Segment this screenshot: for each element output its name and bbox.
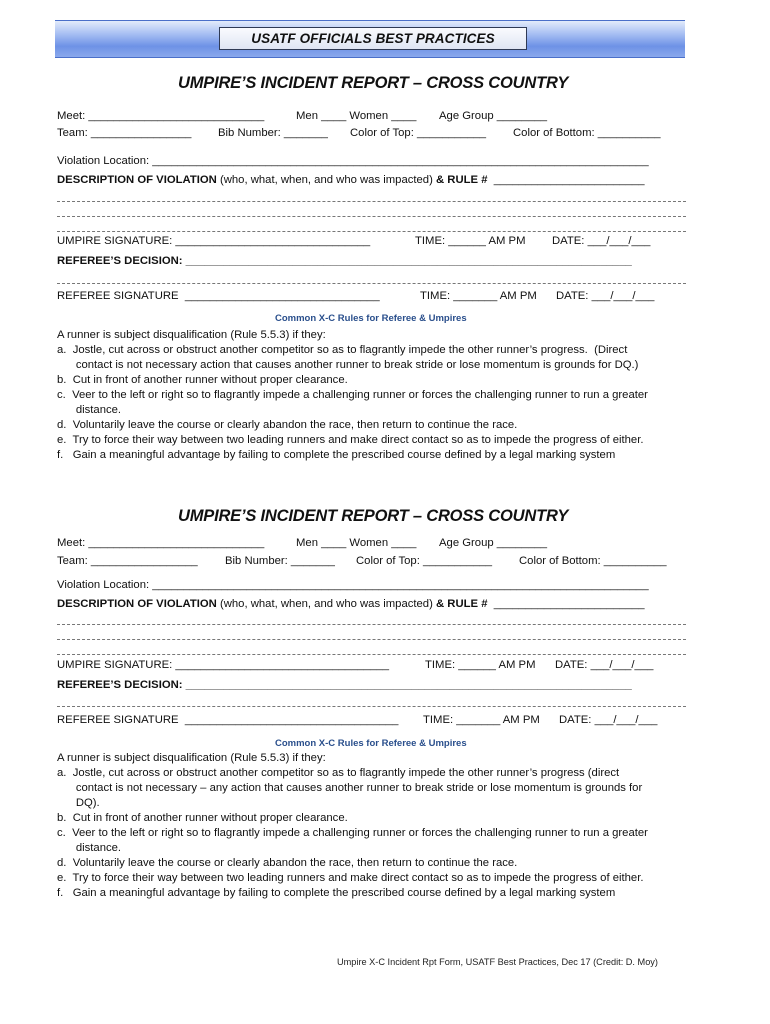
rule-item: a. Jostle, cut across or obstruct another competitor so as to flagrantly impede the other runner’s progress. (Direct bbox=[57, 344, 628, 356]
form-title: UMPIRE’S INCIDENT REPORT – CROSS COUNTRY bbox=[178, 507, 569, 525]
rule-label: & RULE # bbox=[436, 174, 488, 186]
description-hint: (who, what, when, and who was impacted) bbox=[216, 174, 436, 186]
rule-item: b. Cut in front of another runner without proper clearance. bbox=[57, 374, 348, 386]
rule-item: d. Voluntarily leave the course or clearly abandon the race, then return to continue the race. bbox=[57, 419, 518, 431]
rule-item: contact is not necessary action that causes another runner to break stride or lose momentum is grounds for DQ.) bbox=[57, 359, 639, 371]
referee-signature-field[interactable]: REFEREE SIGNATURE _______________________________ bbox=[57, 290, 380, 302]
bib-number-field[interactable]: Bib Number: _______ bbox=[225, 555, 335, 567]
color-top-field[interactable]: Color of Top: ___________ bbox=[356, 555, 493, 567]
rule-item: distance. bbox=[57, 842, 122, 854]
rule-item: f. Gain a meaningful advantage by failing to complete the prescribed course defined by a legal marking system bbox=[57, 449, 616, 461]
description-writing-line[interactable] bbox=[57, 231, 686, 232]
umpire-signature-field[interactable]: UMPIRE SIGNATURE: __________________________________ bbox=[57, 659, 390, 671]
rule-item: f. Gain a meaningful advantage by failing to complete the prescribed course defined by a legal marking system bbox=[57, 887, 616, 899]
rules-title: Common X-C Rules for Referee & Umpires bbox=[275, 738, 467, 749]
rule-item: b. Cut in front of another runner without proper clearance. bbox=[57, 812, 348, 824]
umpire-date-field[interactable]: DATE: ___/___/___ bbox=[555, 659, 654, 671]
description-label: DESCRIPTION OF VIOLATION bbox=[57, 598, 217, 610]
violation-location-field[interactable]: Violation Location: _______________________________________________________________________________ bbox=[57, 155, 649, 167]
referee-date-field[interactable]: DATE: ___/___/___ bbox=[559, 714, 658, 726]
rules-intro: A runner is subject disqualification (Rule 5.5.3) if they: bbox=[57, 329, 326, 341]
description-line bbox=[57, 598, 645, 610]
rule-item: e. Try to force their way between two leading runners and make direct contact so as to impede the progress of either. bbox=[57, 434, 644, 446]
umpire-time-field[interactable]: TIME: ______ AM PM bbox=[415, 235, 526, 247]
color-bottom-field[interactable]: Color of Bottom: __________ bbox=[513, 127, 661, 139]
team-field[interactable]: Team: ________________ bbox=[57, 127, 192, 139]
umpire-date-field[interactable]: DATE: ___/___/___ bbox=[552, 235, 651, 247]
rule-item: DQ). bbox=[57, 797, 100, 809]
color-top-field[interactable]: Color of Top: ___________ bbox=[350, 127, 487, 139]
violation-location-field[interactable]: Violation Location: _______________________________________________________________________________ bbox=[57, 579, 649, 591]
rule-item: d. Voluntarily leave the course or clearly abandon the race, then return to continue the race. bbox=[57, 857, 518, 869]
referee-decision-field[interactable]: REFEREE’S DECISION: _______________________________________________________________________ bbox=[57, 679, 632, 691]
rules-intro: A runner is subject disqualification (Rule 5.5.3) if they: bbox=[57, 752, 326, 764]
rule-item: c. Veer to the left or right so to flagrantly impede a challenging runner or forces the challenging runner to run a greater bbox=[57, 827, 648, 839]
men-women-field[interactable]: Men ____ Women ____ bbox=[296, 110, 417, 122]
referee-time-field[interactable]: TIME: _______ AM PM bbox=[423, 714, 540, 726]
rules-title: Common X-C Rules for Referee & Umpires bbox=[275, 313, 467, 324]
referee-date-field[interactable]: DATE: ___/___/___ bbox=[556, 290, 655, 302]
rule-label: & RULE # bbox=[436, 598, 488, 610]
description-writing-line[interactable] bbox=[57, 216, 686, 217]
referee-decision-writing-line[interactable] bbox=[57, 706, 686, 707]
umpire-signature-field[interactable]: UMPIRE SIGNATURE: _______________________________ bbox=[57, 235, 371, 247]
form-title: UMPIRE’S INCIDENT REPORT – CROSS COUNTRY bbox=[178, 74, 569, 92]
page-footer: Umpire X-C Incident Rpt Form, USATF Best Practices, Dec 17 (Credit: D. Moy) bbox=[337, 957, 658, 967]
referee-signature-field[interactable]: REFEREE SIGNATURE __________________________________ bbox=[57, 714, 399, 726]
rule-item: a. Jostle, cut across or obstruct another competitor so as to flagrantly impede the other runner’s progress (direct bbox=[57, 767, 620, 779]
referee-time-field[interactable]: TIME: _______ AM PM bbox=[420, 290, 537, 302]
men-women-field[interactable]: Men ____ Women ____ bbox=[296, 537, 417, 549]
age-group-field[interactable]: Age Group ________ bbox=[439, 110, 548, 122]
description-label: DESCRIPTION OF VIOLATION bbox=[57, 174, 217, 186]
description-writing-line[interactable] bbox=[57, 639, 686, 640]
description-writing-line[interactable] bbox=[57, 201, 686, 202]
umpire-time-field[interactable]: TIME: ______ AM PM bbox=[425, 659, 536, 671]
rule-number-field[interactable]: ________________________ bbox=[487, 174, 645, 186]
referee-decision-writing-line[interactable] bbox=[57, 283, 686, 284]
description-writing-line[interactable] bbox=[57, 654, 686, 655]
header-title: USATF OFFICIALS BEST PRACTICES bbox=[219, 27, 527, 50]
meet-field[interactable]: Meet: ____________________________ bbox=[57, 110, 265, 122]
referee-decision-field[interactable]: REFEREE’S DECISION: _______________________________________________________________________ bbox=[57, 255, 632, 267]
description-writing-line[interactable] bbox=[57, 624, 686, 625]
age-group-field[interactable]: Age Group ________ bbox=[439, 537, 548, 549]
color-bottom-field[interactable]: Color of Bottom: __________ bbox=[519, 555, 667, 567]
rule-item: c. Veer to the left or right so to flagrantly impede a challenging runner or forces the challenging runner to run a greater bbox=[57, 389, 648, 401]
rule-item: distance. bbox=[57, 404, 122, 416]
description-hint: (who, what, when, and who was impacted) bbox=[216, 598, 436, 610]
bib-number-field[interactable]: Bib Number: _______ bbox=[218, 127, 328, 139]
description-line bbox=[57, 174, 645, 186]
rule-number-field[interactable]: ________________________ bbox=[487, 598, 645, 610]
team-field[interactable]: Team: _________________ bbox=[57, 555, 198, 567]
rule-item: e. Try to force their way between two leading runners and make direct contact so as to impede the progress of either. bbox=[57, 872, 644, 884]
rule-item: contact is not necessary – any action that causes another runner to break stride or lose momentum is grounds for bbox=[57, 782, 643, 794]
meet-field[interactable]: Meet: ____________________________ bbox=[57, 537, 265, 549]
